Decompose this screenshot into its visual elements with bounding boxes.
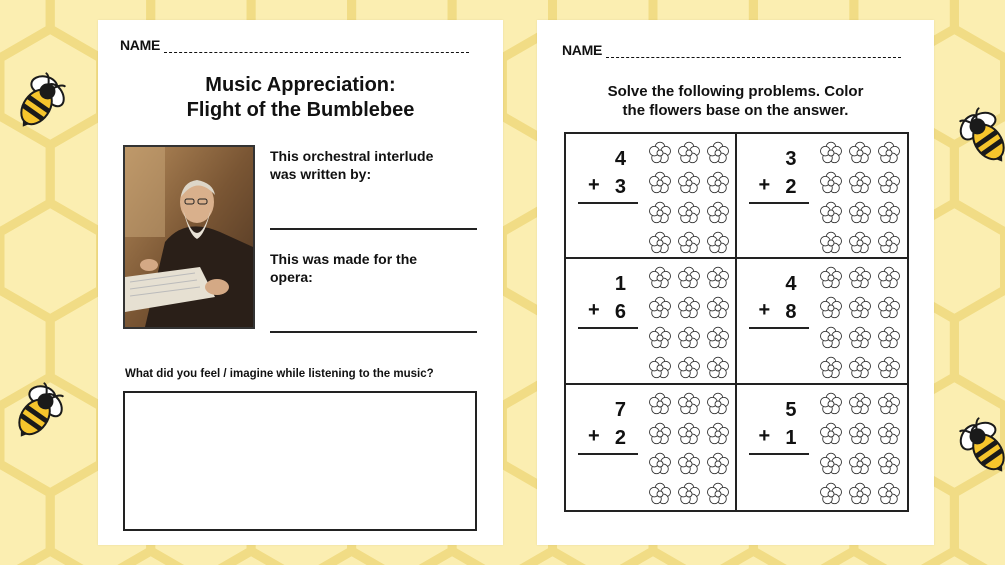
bee-icon bbox=[0, 62, 80, 142]
flower-icon[interactable] bbox=[708, 268, 729, 289]
flower-icon[interactable] bbox=[679, 328, 700, 349]
flower-icon[interactable] bbox=[820, 393, 841, 414]
answer-line-composer[interactable] bbox=[270, 228, 477, 230]
plus-sign: + bbox=[758, 299, 771, 322]
flower-icon[interactable] bbox=[708, 453, 729, 474]
flower-icon[interactable] bbox=[650, 423, 671, 444]
flower-icon[interactable] bbox=[849, 298, 870, 319]
name-field-left bbox=[120, 37, 469, 53]
flower-icon[interactable] bbox=[650, 393, 671, 414]
flower-icon[interactable] bbox=[820, 328, 841, 349]
flower-icon[interactable] bbox=[708, 358, 729, 379]
flower-group bbox=[647, 390, 735, 508]
sum-line bbox=[578, 202, 638, 204]
flower-icon[interactable] bbox=[650, 172, 671, 193]
flower-icon[interactable] bbox=[650, 202, 671, 223]
flower-icon[interactable] bbox=[820, 483, 841, 504]
flower-icon[interactable] bbox=[878, 423, 899, 444]
bee-icon bbox=[945, 97, 1005, 177]
problem-cell bbox=[737, 385, 908, 510]
flower-icon[interactable] bbox=[878, 202, 899, 223]
flower-icon[interactable] bbox=[679, 142, 700, 163]
flower-icon[interactable] bbox=[708, 393, 729, 414]
flower-icon[interactable] bbox=[708, 298, 729, 319]
title-line-2: Flight of the Bumblebee bbox=[186, 99, 415, 121]
flower-icon[interactable] bbox=[650, 328, 671, 349]
sum-line bbox=[749, 202, 809, 204]
flower-icon[interactable] bbox=[849, 202, 870, 223]
composer-portrait bbox=[123, 145, 255, 329]
plus-sign: + bbox=[758, 174, 771, 196]
problem-cell bbox=[566, 259, 737, 384]
flower-icon[interactable] bbox=[650, 358, 671, 379]
plus-sign: + bbox=[588, 174, 600, 196]
flower-icon[interactable] bbox=[650, 142, 671, 163]
flower-icon[interactable] bbox=[878, 298, 899, 319]
flower-group bbox=[818, 390, 906, 508]
flower-icon[interactable] bbox=[849, 142, 870, 163]
question-opera-line-2: opera: bbox=[270, 269, 313, 285]
flower-icon[interactable] bbox=[708, 232, 729, 253]
flower-icon[interactable] bbox=[849, 393, 870, 414]
feel-question: What did you feel / imagine while listening to the music? bbox=[125, 368, 434, 380]
flower-icon[interactable] bbox=[878, 328, 899, 349]
addend-top: 4 bbox=[785, 273, 797, 296]
question-composer bbox=[270, 147, 485, 183]
problem-cell bbox=[566, 385, 737, 510]
addend-top: 7 bbox=[614, 398, 626, 421]
sum-line bbox=[749, 453, 809, 455]
flower-icon[interactable] bbox=[849, 483, 870, 504]
addend-top: 3 bbox=[785, 148, 797, 170]
flower-icon[interactable] bbox=[878, 358, 899, 379]
flower-icon[interactable] bbox=[650, 453, 671, 474]
addend-bottom: 2 bbox=[785, 176, 797, 198]
flower-icon[interactable] bbox=[849, 453, 870, 474]
flower-icon[interactable] bbox=[679, 393, 700, 414]
flower-icon[interactable] bbox=[878, 232, 899, 253]
flower-icon[interactable] bbox=[679, 423, 700, 444]
worksheet-addition bbox=[537, 20, 934, 545]
plus-sign: + bbox=[588, 424, 600, 447]
flower-icon[interactable] bbox=[820, 268, 841, 289]
flower-icon[interactable] bbox=[849, 172, 870, 193]
question-opera-line-1: This was made for the bbox=[270, 251, 418, 267]
flower-icon[interactable] bbox=[849, 232, 870, 253]
addend-top: 1 bbox=[614, 273, 626, 296]
addend-top: 4 bbox=[614, 148, 626, 170]
flower-icon[interactable] bbox=[650, 268, 671, 289]
flower-icon[interactable] bbox=[878, 393, 899, 414]
flower-icon[interactable] bbox=[820, 453, 841, 474]
feel-answer-box[interactable] bbox=[123, 391, 477, 531]
flower-icon[interactable] bbox=[820, 142, 841, 163]
flower-icon[interactable] bbox=[679, 202, 700, 223]
flower-icon[interactable] bbox=[849, 423, 870, 444]
flower-icon[interactable] bbox=[820, 358, 841, 379]
plus-sign: + bbox=[588, 299, 600, 322]
flower-icon[interactable] bbox=[708, 328, 729, 349]
flower-icon[interactable] bbox=[878, 483, 899, 504]
addend-top: 5 bbox=[785, 398, 797, 421]
flower-icon[interactable] bbox=[708, 423, 729, 444]
flower-icon[interactable] bbox=[679, 483, 700, 504]
flower-icon[interactable] bbox=[820, 423, 841, 444]
flower-icon[interactable] bbox=[679, 268, 700, 289]
name-blank-line bbox=[164, 42, 469, 53]
bee-icon bbox=[0, 372, 80, 452]
flower-icon[interactable] bbox=[679, 172, 700, 193]
flower-icon[interactable] bbox=[849, 268, 870, 289]
flower-icon[interactable] bbox=[708, 202, 729, 223]
worksheet-title bbox=[98, 73, 503, 123]
flower-icon[interactable] bbox=[878, 268, 899, 289]
sum-line bbox=[749, 327, 809, 329]
bee-icon bbox=[945, 407, 1005, 487]
flower-icon[interactable] bbox=[679, 298, 700, 319]
sum-line bbox=[578, 327, 638, 329]
flower-icon[interactable] bbox=[820, 172, 841, 193]
name-field-right bbox=[562, 42, 901, 58]
flower-icon[interactable] bbox=[820, 298, 841, 319]
sum-line bbox=[578, 453, 638, 455]
flower-icon[interactable] bbox=[650, 232, 671, 253]
flower-icon[interactable] bbox=[849, 358, 870, 379]
flower-icon[interactable] bbox=[650, 298, 671, 319]
problem-cell bbox=[566, 134, 737, 259]
problem-cell bbox=[737, 134, 908, 259]
question-composer-line-1: This orchestral interlude bbox=[270, 148, 434, 164]
name-label: NAME bbox=[562, 42, 603, 58]
title-line-1: Music Appreciation: bbox=[205, 74, 396, 96]
addend-bottom: 3 bbox=[614, 176, 626, 198]
flower-group bbox=[818, 139, 906, 257]
flower-group bbox=[647, 139, 735, 257]
question-composer-line-2: was written by: bbox=[270, 166, 372, 182]
name-label: NAME bbox=[120, 37, 161, 53]
addend-bottom: 6 bbox=[614, 301, 626, 324]
flower-group bbox=[647, 264, 735, 382]
flower-icon[interactable] bbox=[708, 172, 729, 193]
flower-icon[interactable] bbox=[820, 232, 841, 253]
flower-icon[interactable] bbox=[820, 202, 841, 223]
flower-icon[interactable] bbox=[679, 358, 700, 379]
flower-icon[interactable] bbox=[878, 172, 899, 193]
flower-icon[interactable] bbox=[708, 483, 729, 504]
flower-icon[interactable] bbox=[650, 483, 671, 504]
flower-icon[interactable] bbox=[708, 142, 729, 163]
problem-cell bbox=[737, 259, 908, 384]
instructions bbox=[537, 82, 934, 120]
flower-icon[interactable] bbox=[849, 328, 870, 349]
instructions-line-1: Solve the following problems. Color bbox=[607, 83, 864, 100]
plus-sign: + bbox=[758, 424, 771, 447]
answer-line-opera[interactable] bbox=[270, 331, 477, 333]
instructions-line-2: the flowers base on the answer. bbox=[622, 102, 849, 119]
addend-bottom: 8 bbox=[785, 301, 797, 324]
worksheet-music-appreciation bbox=[98, 20, 503, 545]
addend-bottom: 1 bbox=[785, 426, 797, 449]
flower-group bbox=[818, 264, 906, 382]
name-blank-line bbox=[606, 47, 901, 58]
flower-icon[interactable] bbox=[679, 453, 700, 474]
question-opera bbox=[270, 250, 485, 286]
addend-bottom: 2 bbox=[614, 426, 626, 449]
flower-icon[interactable] bbox=[878, 453, 899, 474]
problem-grid bbox=[564, 132, 909, 512]
flower-icon[interactable] bbox=[878, 142, 899, 163]
flower-icon[interactable] bbox=[679, 232, 700, 253]
